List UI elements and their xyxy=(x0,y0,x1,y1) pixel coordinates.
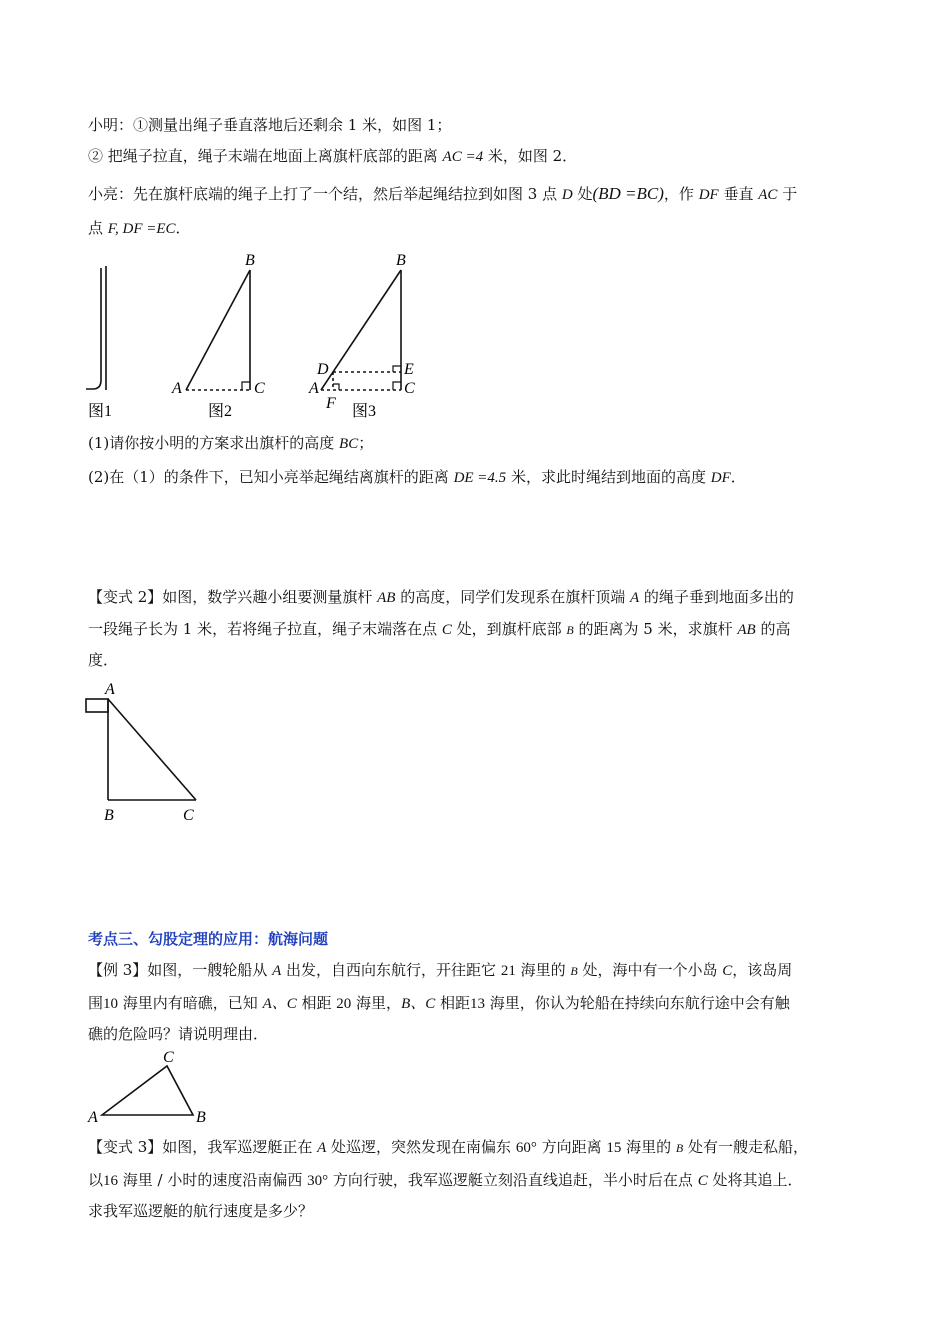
label-D: D xyxy=(317,361,329,378)
text: 处，海中有一个小岛 xyxy=(577,961,723,979)
label-A: A xyxy=(105,681,115,698)
text: 的距离为 5 米，求旗杆 xyxy=(573,620,738,638)
math: C xyxy=(722,963,733,979)
text: 海里 / 小时的速度沿南偏西 xyxy=(118,1171,308,1189)
math: A xyxy=(629,590,640,606)
text: 处 xyxy=(572,185,593,203)
text: 处将其追上． xyxy=(707,1171,803,1189)
math: 15 xyxy=(606,1140,622,1156)
math: B xyxy=(566,623,574,637)
math: A、C xyxy=(262,996,297,1012)
text: ； xyxy=(358,434,374,452)
math: 21 xyxy=(500,963,516,979)
text: ． xyxy=(175,219,191,237)
math: 20 xyxy=(336,996,352,1012)
math: AB xyxy=(737,622,756,638)
math: B xyxy=(675,1141,684,1155)
math: AC =4 xyxy=(442,149,484,165)
label-A: A xyxy=(88,1109,98,1126)
math: D xyxy=(561,187,573,203)
text: 求我军巡逻艇的航行速度是多少？ xyxy=(88,1202,314,1220)
text: 处有一艘走私船， xyxy=(683,1138,809,1156)
figure-3-caption: 图3 xyxy=(352,403,377,420)
math: (BD =BC) xyxy=(592,184,664,203)
math: DF xyxy=(698,187,719,203)
text: 于 xyxy=(777,185,798,203)
text: 的高 xyxy=(755,620,791,638)
text: 礁的危险吗？请说明理由． xyxy=(88,1025,269,1043)
text: ． xyxy=(730,468,746,486)
text: 【变式 3】如图，我军巡逻艇正在 xyxy=(88,1138,318,1156)
label-A: A xyxy=(172,380,182,397)
text: 方向行驶，我军巡逻艇立刻沿直线追赶，半小时后在点 xyxy=(328,1171,698,1189)
text: 一段绳子长为 1 米，若将绳子拉直，绳子末端落在点 xyxy=(88,620,442,638)
text: 海里，你认为轮船在持续向东航行途中会有触 xyxy=(485,994,790,1012)
math: F, DF =EC xyxy=(107,221,176,237)
text: 的高度，同学们发现系在旗杆顶端 xyxy=(395,588,630,606)
variant-3-line xyxy=(88,1170,803,1191)
math: B xyxy=(570,964,578,978)
math: 30° xyxy=(307,1173,329,1189)
text: ，作 xyxy=(663,185,699,203)
section-heading: 考点三、勾股定理的应用：航海问题 xyxy=(88,930,329,948)
text: 的绳子垂到地面多出的 xyxy=(639,588,794,606)
text: 【例 3】如图，一艘轮船从 xyxy=(88,961,273,979)
label-B: B xyxy=(245,252,255,269)
text: 米，求此时绳结到地面的高度 xyxy=(506,468,711,486)
label-B: B xyxy=(196,1109,206,1126)
math: AC xyxy=(758,187,778,203)
text: 相距 xyxy=(435,994,471,1012)
text: 处巡逻，突然发现在南偏东 xyxy=(326,1138,516,1156)
math: C xyxy=(441,622,452,638)
text: 海里内有暗礁，已知 xyxy=(118,994,263,1012)
math: B、C xyxy=(401,996,436,1012)
text: (1)请你按小明的方案求出旗杆的高度 xyxy=(88,434,340,452)
label-E: E xyxy=(404,361,414,378)
math: A xyxy=(317,1140,327,1156)
variant-3-line xyxy=(88,1137,808,1158)
label-A: A xyxy=(309,380,319,397)
text: 处，到旗杆底部 xyxy=(451,620,567,638)
label-C: C xyxy=(183,807,194,824)
label-B: B xyxy=(396,252,406,269)
text: 米，如图 2． xyxy=(483,147,578,165)
text: (2)在（1）的条件下，已知小亮举起绳结离旗杆的距离 xyxy=(88,468,454,486)
math: 60° xyxy=(515,1140,537,1156)
math: 16 xyxy=(103,1173,119,1189)
math: BC xyxy=(339,436,359,452)
label-B: B xyxy=(104,807,114,824)
math: DE =4.5 xyxy=(453,470,507,486)
text: 点 xyxy=(88,219,108,237)
text: 海里的 xyxy=(515,961,571,979)
math: AB xyxy=(377,590,396,606)
text: 围 xyxy=(88,994,104,1012)
text: 垂直 xyxy=(718,185,759,203)
math: 13 xyxy=(470,996,486,1012)
figure-1-caption: 图1 xyxy=(88,403,113,420)
text: ② 把绳子拉直，绳子末端在地面上离旗杆底部的距离 xyxy=(88,147,443,165)
text: 相距 xyxy=(296,994,337,1012)
math: 10 xyxy=(103,996,119,1012)
text: 【变式 2】如图，数学兴趣小组要测量旗杆 xyxy=(88,588,378,606)
text: 小明：①测量出绳子垂直落地后还剩余 1 米，如图 1； xyxy=(88,116,452,134)
math: C xyxy=(697,1173,708,1189)
text: 出发，自西向东航行，开往距它 xyxy=(281,961,501,979)
label-C: C xyxy=(404,380,415,397)
text: 海里的 xyxy=(621,1138,676,1156)
label-C: C xyxy=(163,1049,174,1066)
text: 方向距离 xyxy=(536,1138,607,1156)
text: 以 xyxy=(88,1171,104,1189)
text: 小亮：先在旗杆底端的绳子上打了一个结，然后举起绳结拉到如图 3 点 xyxy=(88,185,562,203)
variant-3-line xyxy=(88,1201,313,1221)
text: 海里， xyxy=(351,994,402,1012)
math: A xyxy=(272,963,282,979)
label-F: F xyxy=(326,395,336,412)
label-C: C xyxy=(254,380,265,397)
text: ，该岛周 xyxy=(732,961,793,979)
math: DF xyxy=(710,470,731,486)
figure-2-caption: 图2 xyxy=(208,403,233,420)
text: 度． xyxy=(88,651,119,669)
